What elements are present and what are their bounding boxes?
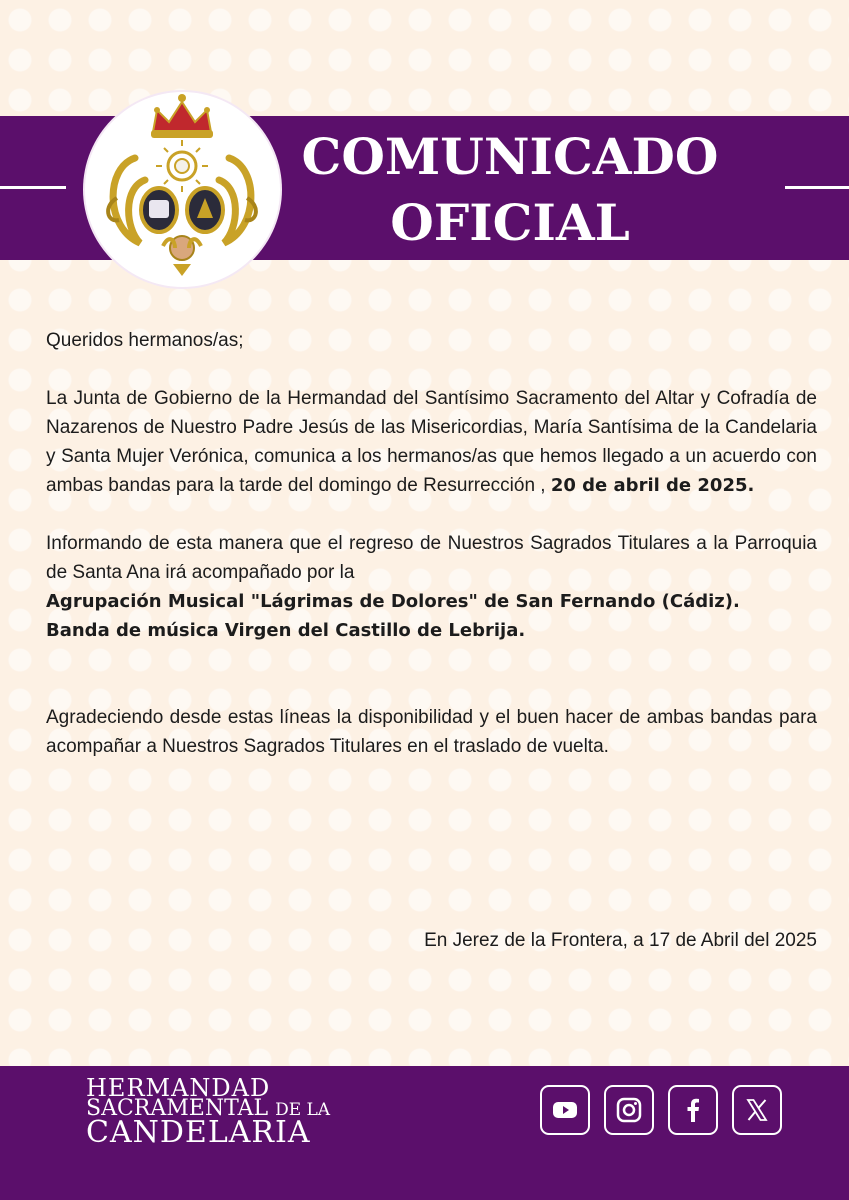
x-link[interactable] bbox=[732, 1085, 782, 1135]
paragraph-bands-text: Informando de esta manera que el regreso de Nuestros Sagrados Titulares a la Parroquia de Santa Ana irá acompañado por la bbox=[46, 533, 817, 583]
facebook-icon bbox=[679, 1096, 707, 1124]
instagram-link[interactable] bbox=[604, 1085, 654, 1135]
footer-logo-line-2b: DE LA bbox=[275, 1100, 331, 1120]
youtube-icon bbox=[551, 1096, 579, 1124]
x-icon bbox=[743, 1096, 771, 1124]
band-2: Banda de música Virgen del Castillo de Lebrija. bbox=[46, 620, 526, 641]
paragraph-thanks: Agradeciendo desde estas líneas la disponibilidad y el buen hacer de ambas bandas para acompañar a Nuestros Sagrados Titulares en el traslado de vuelta. bbox=[46, 707, 817, 757]
paragraph-bands bbox=[46, 529, 817, 645]
facebook-link[interactable] bbox=[668, 1085, 718, 1135]
greeting: Queridos hermanos/as; bbox=[46, 330, 244, 351]
signature-date: En Jerez de la Frontera, a 17 de Abril del 2025 bbox=[424, 930, 817, 951]
social-links bbox=[540, 1085, 782, 1135]
footer-logo-line-1: HERMANDAD bbox=[86, 1074, 271, 1102]
footer-logo-line-3: CANDELARIA bbox=[86, 1115, 311, 1150]
title-line-2: OFICIAL bbox=[390, 193, 630, 252]
footer-logo bbox=[86, 1076, 330, 1148]
youtube-link[interactable] bbox=[540, 1085, 590, 1135]
paragraph-agreement bbox=[46, 384, 817, 500]
instagram-icon bbox=[615, 1096, 643, 1124]
page-title bbox=[300, 124, 720, 256]
footer-logo-line-2a: SACRAMENTAL bbox=[86, 1096, 269, 1121]
paragraph-agreement-text: La Junta de Gobierno de la Hermandad del Santísimo Sacramento del Altar y Cofradía de Nazarenos de Nuestro Padre Jesús de las Misericordias, María Santísima de la Candelaria y Santa Mujer Verónica, comunica a los hermanos/as que hemos llegado a un acuerdo con ambas bandas para la tarde del domingo de Resurrección , bbox=[46, 388, 817, 496]
title-line-1: COMUNICADO bbox=[301, 127, 719, 186]
event-date: 20 de abril de 2025. bbox=[550, 475, 755, 496]
header-rule-left bbox=[0, 186, 66, 189]
brotherhood-crest-icon bbox=[85, 88, 280, 283]
band-1: Agrupación Musical "Lágrimas de Dolores" de San Fernando (Cádiz). bbox=[46, 591, 740, 612]
header-rule-right bbox=[785, 186, 849, 189]
communique-body bbox=[46, 326, 817, 761]
